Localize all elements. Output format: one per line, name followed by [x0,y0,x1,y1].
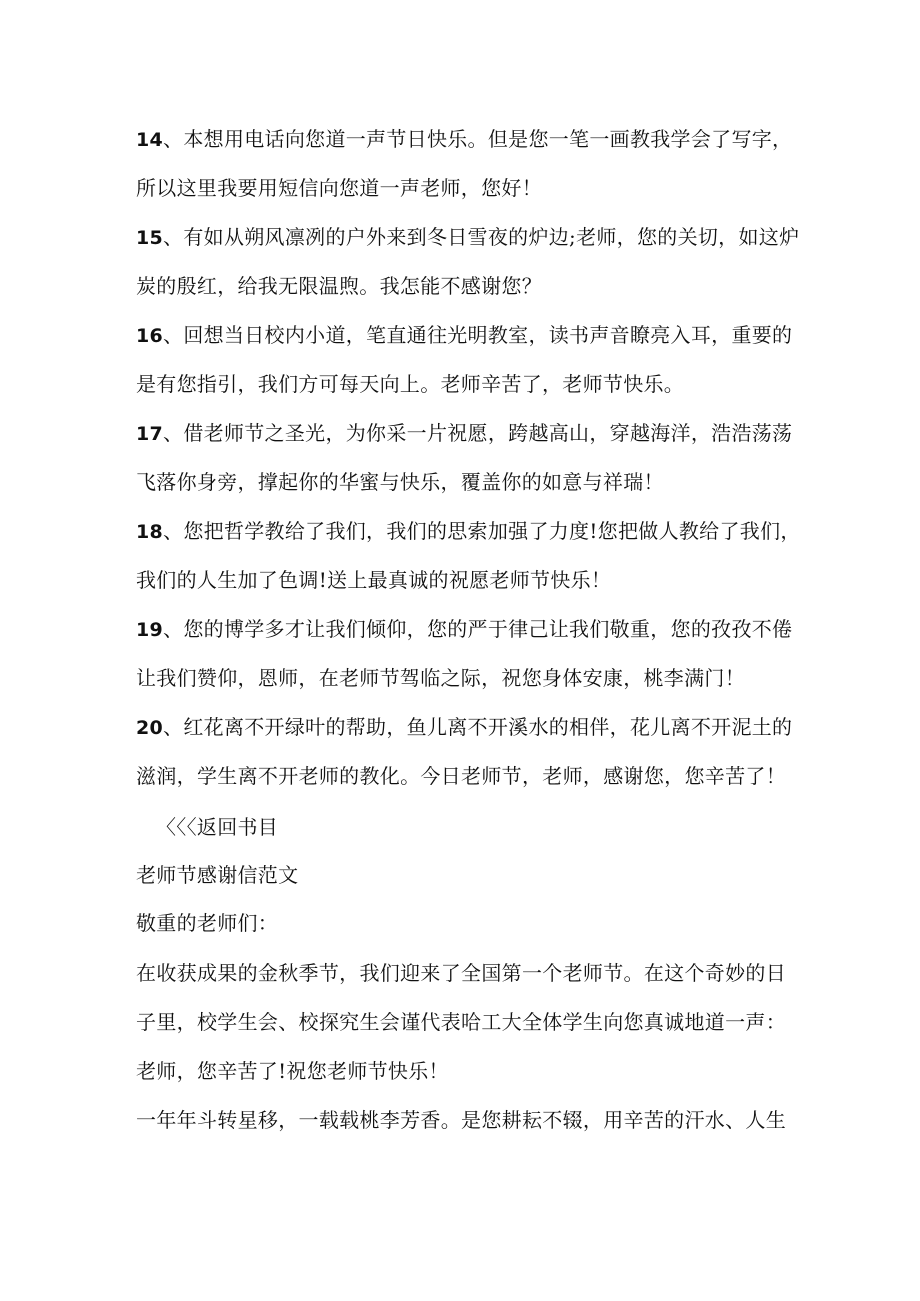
item-text: 、有如从朔风凛冽的户外来到冬日雪夜的炉边;老师，您的关切，如这炉 [163,225,800,249]
item-text: 、红花离不开绿叶的帮助，鱼儿离不开溪水的相伴，花儿离不开泥土的 [163,715,793,739]
item-17-line-1 [136,419,793,448]
letter-salutation: 敬重的老师们： [136,911,279,935]
item-number: 19 [136,619,164,641]
letter-paragraph-1-line-3: 老师，您辛苦了!祝您老师节快乐！ [136,1059,449,1083]
item-20-line-2: 滋润，学生离不开老师的教化。今日老师节，老师，感谢您，您辛苦了！ [136,764,786,788]
item-text: 、借老师节之圣光，为你采一片祝愿，跨越高山，穿越海洋，浩浩荡荡 [163,421,793,445]
item-16-line-1 [136,321,793,350]
item-16-line-2: 是有您指引，我们方可每天向上。老师辛苦了，老师节快乐。 [136,372,685,396]
item-number: 18 [136,521,164,543]
item-number: 14 [136,129,164,151]
item-number: 17 [136,423,164,445]
item-text: 、您的博学多才让我们倾仰，您的严于律己让我们敬重，您的孜孜不倦 [163,617,793,641]
item-text: 、您把哲学教给了我们，我们的思索加强了力度!您把做人教给了我们， [163,519,801,543]
item-number: 15 [136,227,164,249]
item-14-line-2: 所以这里我要用短信向您道一声老师，您好！ [136,176,542,200]
item-14-line-1 [136,125,793,154]
letter-title: 老师节感谢信范文 [136,863,299,887]
letter-paragraph-1-line-2: 子里，校学生会、校探究生会谨代表哈工大全体学生向您真诚地道一声： [136,1010,786,1034]
item-20-line-1 [136,713,793,742]
letter-paragraph-1-line-1: 在收获成果的金秋季节，我们迎来了全国第一个老师节。在这个奇妙的日 [136,961,786,985]
item-19-line-2: 让我们赞仰，恩师，在老师节驾临之际，祝您身体安康，桃李满门！ [136,666,745,690]
item-number: 16 [136,325,164,347]
item-15-line-1 [136,223,800,252]
item-17-line-2: 飞落你身旁，撑起你的华蜜与快乐，覆盖你的如意与祥瑞！ [136,470,664,494]
item-19-line-1 [136,615,793,644]
letter-paragraph-2-line-1: 一年年斗转星移，一载载桃李芳香。是您耕耘不辍，用辛苦的汗水、人生 [136,1108,786,1132]
item-text: 、回想当日校内小道，笔直通往光明教室，读书声音瞭亮入耳，重要的 [163,323,793,347]
back-to-catalog-link[interactable]: 〈〈〈返回书目 [156,815,279,839]
item-18-line-1 [136,517,801,546]
item-text: 、本想用电话向您道一声节日快乐。但是您一笔一画教我学会了写字， [163,127,793,151]
item-18-line-2: 我们的人生加了色调!送上最真诚的祝愿老师节快乐！ [136,568,612,592]
item-number: 20 [136,717,164,739]
item-15-line-2: 炭的殷红，给我无限温煦。我怎能不感谢您？ [136,274,542,298]
